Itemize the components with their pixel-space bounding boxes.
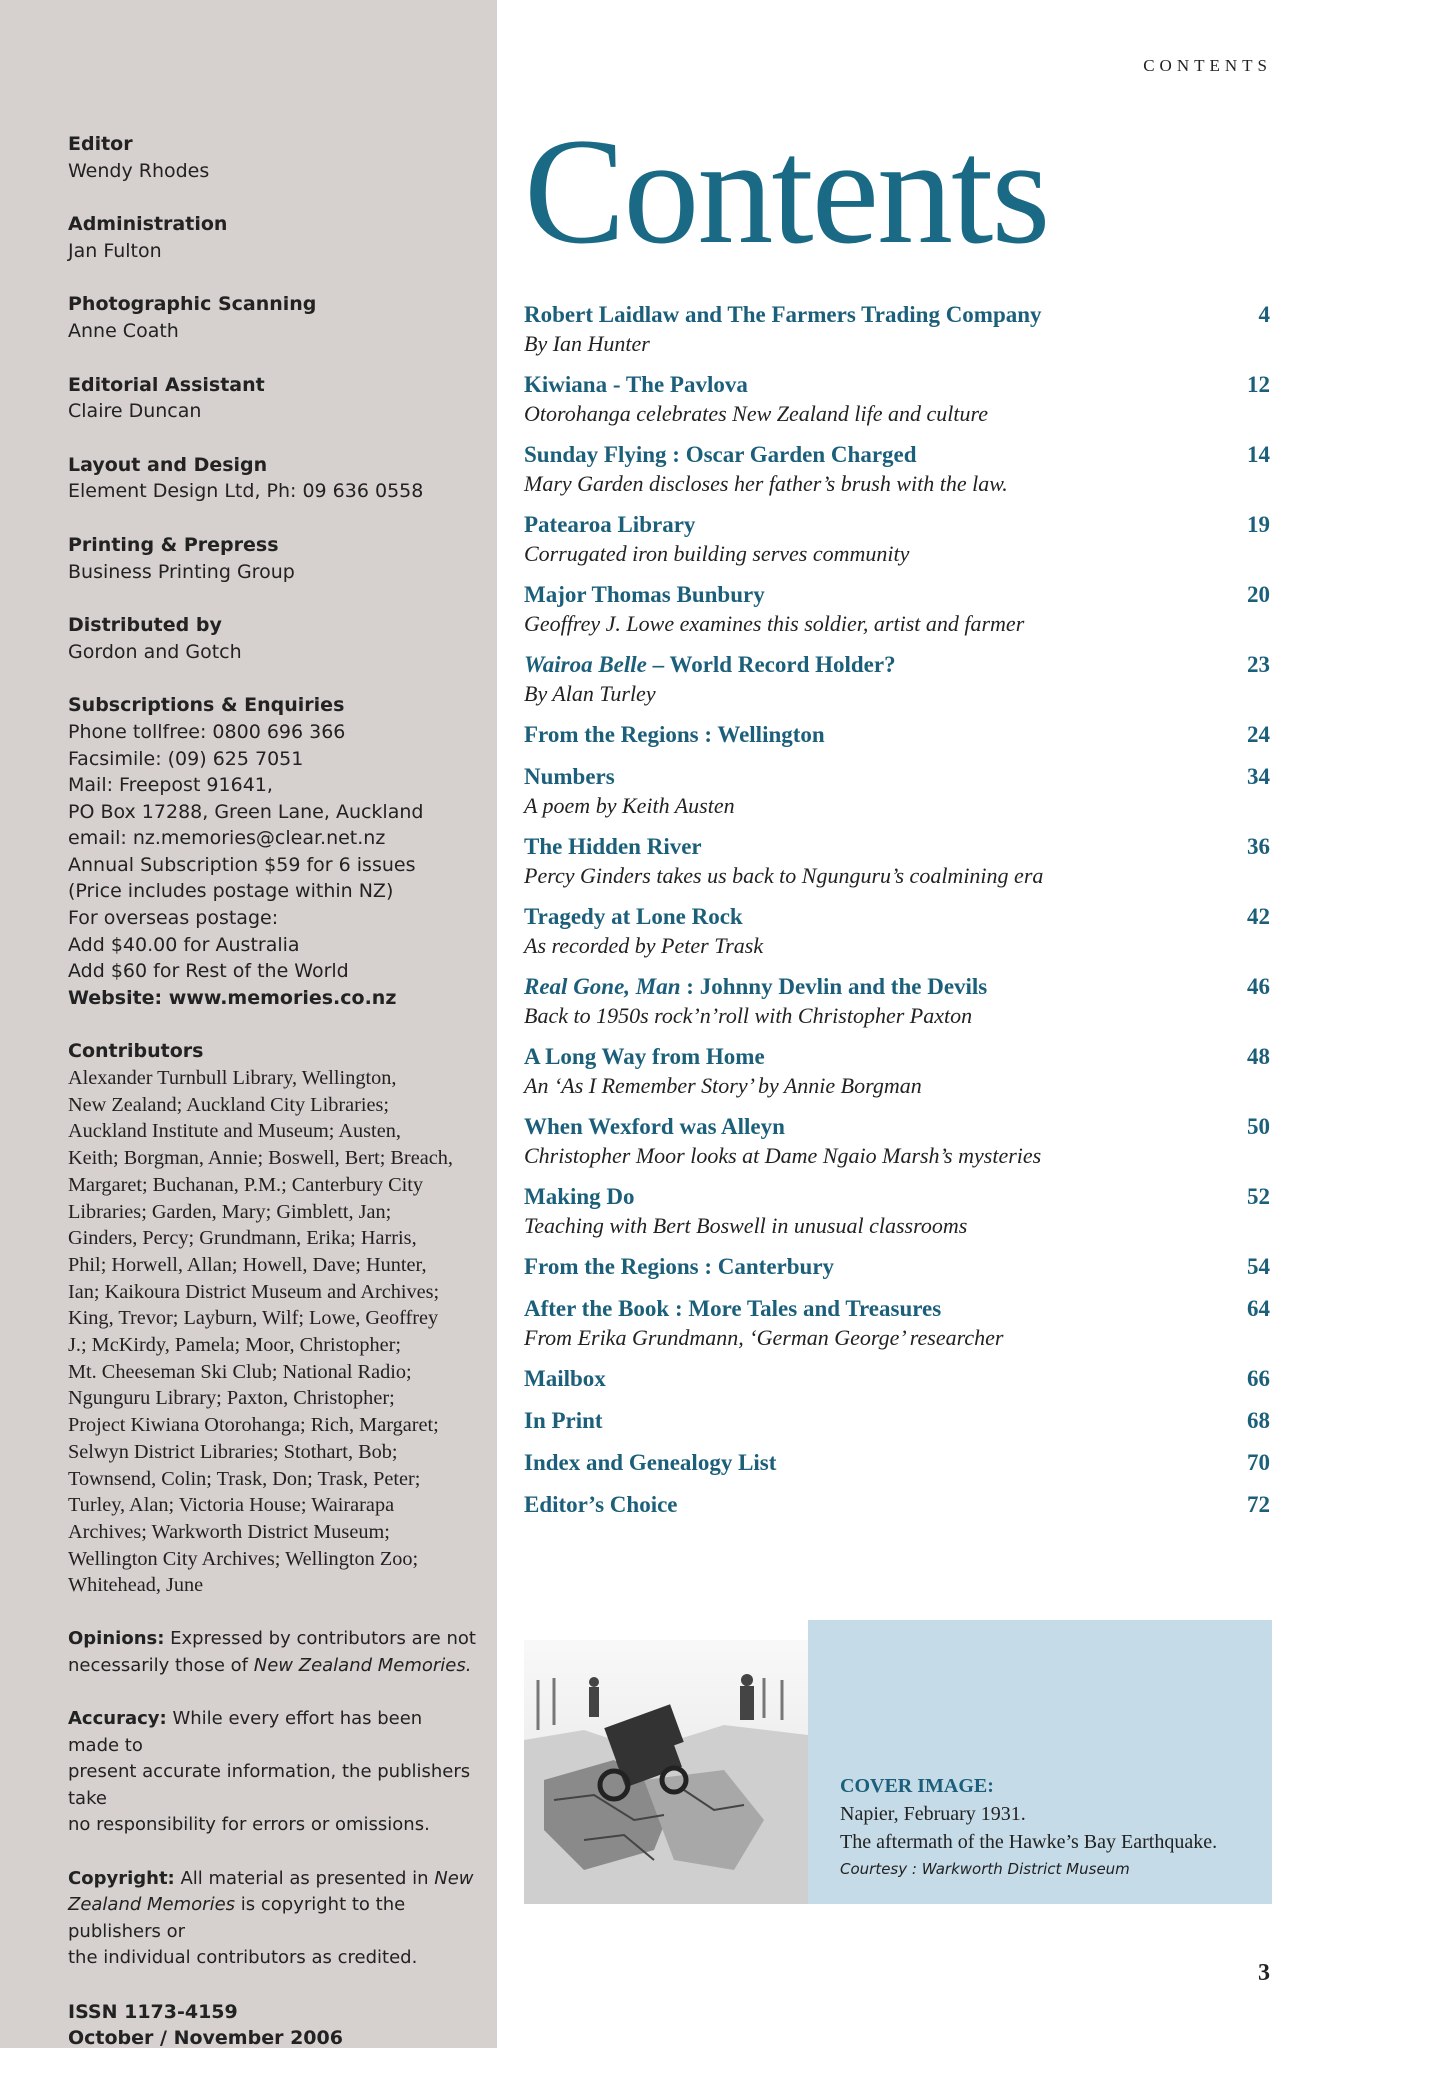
toc-entry-title: Editor’s Choice [524, 1492, 678, 1517]
toc-entry-title: Numbers [524, 764, 615, 789]
toc-entry-title: From the Regions : Wellington [524, 722, 825, 747]
contributors-block [68, 1038, 478, 1599]
subscription-line: email: nz.memories@clear.net.nz [68, 827, 386, 850]
toc-entry-page: 64 [1247, 1296, 1270, 1321]
toc-entry-title [524, 650, 1270, 680]
contributors-list [68, 1065, 478, 1599]
toc-entry-title: Kiwiana - The Pavlova [524, 372, 748, 397]
toc-entry-title: A Long Way from Home [524, 1044, 765, 1069]
toc-entry-page: 72 [1247, 1492, 1270, 1517]
cover-caption [840, 1772, 1260, 1882]
toc-entry [524, 1406, 1270, 1436]
contributor-line: Whitehead, June [68, 1574, 204, 1597]
accuracy-line-2: present accurate information, the publishers take [68, 1761, 471, 1809]
masthead-sidebar [0, 0, 497, 2048]
toc-entry-title: Mailbox [524, 1366, 606, 1391]
toc-entry [524, 1252, 1270, 1282]
contributor-line: J.; McKirdy, Pamela; Moor, Christopher; [68, 1334, 402, 1357]
contributor-line: Phil; Horwell, Allan; Howell, Dave; Hunter, [68, 1253, 427, 1276]
accuracy-line-3: no responsibility for errors or omissions. [68, 1814, 430, 1836]
page-title: Contents [524, 107, 1049, 275]
credit-heading: Editorial Assistant [68, 373, 265, 396]
toc-entry-page: 52 [1247, 1184, 1270, 1209]
toc-entry [524, 1112, 1270, 1170]
toc-entry-page: 24 [1247, 722, 1270, 747]
toc-entry-title: Robert Laidlaw and The Farmers Trading Company [524, 302, 1042, 327]
contributor-line: Keith; Borgman, Annie; Boswell, Bert; Breach, [68, 1147, 453, 1170]
contributor-line: Project Kiwiana Otorohanga; Rich, Margaret; [68, 1414, 439, 1437]
toc-entry-subtitle: Otorohanga celebrates New Zealand life and culture [524, 401, 988, 426]
toc-entry-page: 66 [1247, 1366, 1270, 1391]
toc-entry-title: In Print [524, 1408, 603, 1433]
credit-name: Jan Fulton [68, 239, 162, 262]
opinions-line-1 [68, 1626, 478, 1653]
contributor-line: Selwyn District Libraries; Stothart, Bob; [68, 1440, 398, 1463]
credit-block [68, 452, 478, 505]
toc-entry-title-italic: Real Gone, Man [524, 974, 681, 999]
toc-entry-page: 48 [1247, 1044, 1270, 1069]
opinions-text-1: Expressed by contributors are not [164, 1628, 476, 1650]
toc-entry-title [524, 972, 1270, 1002]
toc-entry [524, 440, 1270, 498]
copyright-text-2: is copyright to the publishers or [68, 1894, 406, 1942]
toc-entry [524, 762, 1270, 820]
toc-entry-title: Making Do [524, 1184, 635, 1209]
toc-entry-title: After the Book : More Tales and Treasures [524, 1296, 942, 1321]
toc-entry-page: 68 [1247, 1408, 1270, 1433]
issue-date: October / November 2006 [68, 2027, 343, 2050]
contributor-line: Libraries; Garden, Mary; Gimblett, Jan; [68, 1200, 392, 1223]
toc-entry-page: 70 [1247, 1450, 1270, 1475]
toc-entry-title: When Wexford was Alleyn [524, 1114, 785, 1139]
toc-entry-page: 54 [1247, 1254, 1270, 1279]
opinions-publication: New Zealand Memories. [253, 1654, 472, 1676]
subscriptions-block [68, 692, 478, 1011]
contributor-line: New Zealand; Auckland City Libraries; [68, 1093, 390, 1116]
toc-entry-title-rest: : Johnny Devlin and the Devils [680, 974, 988, 999]
page-number: 3 [1258, 1960, 1270, 1986]
toc-entry-page: 14 [1247, 442, 1270, 467]
toc-entry-page: 50 [1247, 1114, 1270, 1139]
toc-entry-page: 34 [1247, 764, 1270, 789]
toc-entry-page: 12 [1247, 372, 1270, 397]
toc-entry [524, 1042, 1270, 1100]
copyright-line-1 [68, 1866, 478, 1893]
toc-entry-page: 42 [1247, 904, 1270, 929]
toc-entry [524, 650, 1270, 708]
subscription-line: Add $40.00 for Australia [68, 933, 300, 956]
website-line: Website: www.memories.co.nz [68, 986, 397, 1009]
toc-entry-page: 4 [1258, 302, 1270, 327]
subscription-line: Add $60 for Rest of the World [68, 960, 349, 983]
staff-credits [68, 131, 478, 665]
toc-entry-title-italic: Wairoa Belle [524, 652, 647, 677]
credit-name: Wendy Rhodes [68, 159, 210, 182]
toc-entry-page: 23 [1247, 652, 1270, 677]
toc-entry-page: 46 [1247, 974, 1270, 999]
toc-entry-subtitle: Back to 1950s rock’n’roll with Christopher Paxton [524, 1003, 973, 1028]
contributor-line: Turley, Alan; Victoria House; Wairarapa [68, 1494, 395, 1517]
credit-heading: Printing & Prepress [68, 533, 279, 556]
copyright-publication-2: Zealand Memories [68, 1894, 236, 1916]
credit-block [68, 291, 478, 344]
toc-entry [524, 580, 1270, 638]
toc-entry [524, 972, 1270, 1030]
credit-block [68, 211, 478, 264]
opinions-label: Opinions: [68, 1628, 165, 1650]
toc-entry-subtitle: Mary Garden discloses her father’s brush with the law. [524, 471, 1008, 496]
contributor-line: Townsend, Colin; Trask, Don; Trask, Peter; [68, 1467, 421, 1490]
toc-entry [524, 1364, 1270, 1394]
toc-entry-subtitle: From Erika Grundmann, ‘German George’ researcher [524, 1325, 1004, 1350]
contributor-line: King, Trevor; Layburn, Wilf; Lowe, Geoffrey [68, 1307, 439, 1330]
subscription-line: Phone tollfree: 0800 696 366 [68, 720, 346, 743]
toc-entry [524, 720, 1270, 750]
toc-entry-subtitle: Teaching with Bert Boswell in unusual classrooms [524, 1213, 968, 1238]
copyright-line-3: the individual contributors as credited. [68, 1947, 418, 1969]
copyright-publication-1: New [434, 1867, 474, 1889]
contributor-line: Ginders, Percy; Grundmann, Erika; Harris, [68, 1227, 417, 1250]
cover-photo [524, 1620, 808, 1904]
subscription-line: Facsimile: (09) 625 7051 [68, 747, 304, 770]
subscription-line: Mail: Freepost 91641, [68, 774, 273, 797]
copyright-block [68, 1866, 478, 1972]
copyright-label: Copyright: [68, 1867, 175, 1889]
cover-image-box [524, 1620, 1272, 1904]
subscription-line: PO Box 17288, Green Lane, Auckland [68, 800, 424, 823]
credit-name: Gordon and Gotch [68, 640, 242, 663]
toc-entry-page: 19 [1247, 512, 1270, 537]
toc-entry-subtitle: A poem by Keith Austen [524, 793, 735, 818]
earthquake-photo-illustration [524, 1620, 808, 1904]
contributor-line: Mt. Cheeseman Ski Club; National Radio; [68, 1360, 412, 1383]
subscription-line: (Price includes postage within NZ) [68, 880, 394, 903]
cover-caption-label: COVER IMAGE: [840, 1775, 994, 1797]
credit-name: Element Design Ltd, Ph: 09 636 0558 [68, 480, 424, 503]
toc-entry-subtitle: Christopher Moor looks at Dame Ngaio Marsh’s mysteries [524, 1143, 1042, 1168]
subscription-line: Annual Subscription $59 for 6 issues [68, 853, 416, 876]
toc-entry [524, 370, 1270, 428]
subscriptions-heading: Subscriptions & Enquiries [68, 694, 345, 717]
cover-caption-line-1: Napier, February 1931. [840, 1803, 1026, 1825]
contributor-line: Alexander Turnbull Library, Wellington, [68, 1067, 397, 1090]
cover-credit: Courtesy : Warkworth District Museum [840, 1860, 1130, 1878]
masthead-content [68, 131, 478, 2079]
toc-entry-subtitle: By Alan Turley [524, 681, 656, 706]
opinions-line-2 [68, 1653, 478, 1680]
contributor-line: Archives; Warkworth District Museum; [68, 1520, 390, 1543]
toc-entry-title-rest: – World Record Holder? [646, 652, 896, 677]
toc-entry-subtitle: Geoffrey J. Lowe examines this soldier, artist and farmer [524, 611, 1025, 636]
contributor-line: Margaret; Buchanan, P.M.; Canterbury City [68, 1173, 424, 1196]
cover-caption-line-2: The aftermath of the Hawke’s Bay Earthquake. [840, 1831, 1218, 1853]
toc-entry [524, 1448, 1270, 1478]
toc-entry-title: The Hidden River [524, 834, 702, 859]
toc-entry-title: Index and Genealogy List [524, 1450, 777, 1475]
accuracy-label: Accuracy: [68, 1708, 167, 1730]
toc-entry-title: From the Regions : Canterbury [524, 1254, 835, 1279]
toc-entry-title: Major Thomas Bunbury [524, 582, 765, 607]
issn-block [68, 1999, 478, 2052]
toc-entry [524, 832, 1270, 890]
credit-block [68, 532, 478, 585]
toc-entry [524, 1490, 1270, 1520]
toc-entry-title: Sunday Flying : Oscar Garden Charged [524, 442, 917, 467]
toc-entry-subtitle: By Ian Hunter [524, 331, 650, 356]
subscriptions-lines [68, 719, 478, 985]
toc-entry-subtitle: An ‘As I Remember Story’ by Annie Borgman [524, 1073, 922, 1098]
toc-entry-title: Tragedy at Lone Rock [524, 904, 743, 929]
toc-entry-page: 36 [1247, 834, 1270, 859]
credit-block [68, 131, 478, 184]
contributors-heading: Contributors [68, 1040, 204, 1063]
contributor-line: Ian; Kaikoura District Museum and Archives; [68, 1280, 440, 1303]
copyright-line-2 [68, 1892, 478, 1945]
toc-entry [524, 510, 1270, 568]
copyright-text-1: All material as presented in [174, 1867, 435, 1889]
toc-entry [524, 902, 1270, 960]
credit-heading: Photographic Scanning [68, 293, 317, 316]
toc-entry [524, 1182, 1270, 1240]
toc-entry [524, 1294, 1270, 1352]
table-of-contents [524, 300, 1270, 1532]
credit-heading: Layout and Design [68, 453, 268, 476]
contributor-line: Auckland Institute and Museum; Austen, [68, 1120, 401, 1143]
toc-entry-page: 20 [1247, 582, 1270, 607]
issn: ISSN 1173-4159 [68, 2000, 238, 2023]
accuracy-line-1 [68, 1706, 478, 1759]
credit-name: Claire Duncan [68, 400, 202, 423]
opinions-text-2: necessarily those of [68, 1654, 254, 1676]
opinions-block [68, 1626, 478, 1679]
credit-heading: Administration [68, 213, 228, 236]
accuracy-text-1: While every effort has been made to [68, 1708, 423, 1756]
contributor-line: Ngunguru Library; Paxton, Christopher; [68, 1387, 395, 1410]
credit-heading: Distributed by [68, 614, 222, 637]
contributor-line: Wellington City Archives; Wellington Zoo; [68, 1547, 419, 1570]
toc-entry [524, 300, 1270, 358]
credit-name: Business Printing Group [68, 560, 295, 583]
running-head: CONTENTS [1143, 56, 1272, 75]
toc-entry-subtitle: As recorded by Peter Trask [524, 933, 764, 958]
toc-entry-title: Patearoa Library [524, 512, 696, 537]
toc-entry-subtitle: Percy Ginders takes us back to Ngunguru’s coalmining era [524, 863, 1044, 888]
credit-block [68, 372, 478, 425]
accuracy-block [68, 1706, 478, 1839]
credit-block [68, 612, 478, 665]
toc-entry-subtitle: Corrugated iron building serves community [524, 541, 910, 566]
credit-heading: Editor [68, 133, 133, 155]
subscription-line: For overseas postage: [68, 907, 279, 930]
credit-name: Anne Coath [68, 319, 179, 342]
